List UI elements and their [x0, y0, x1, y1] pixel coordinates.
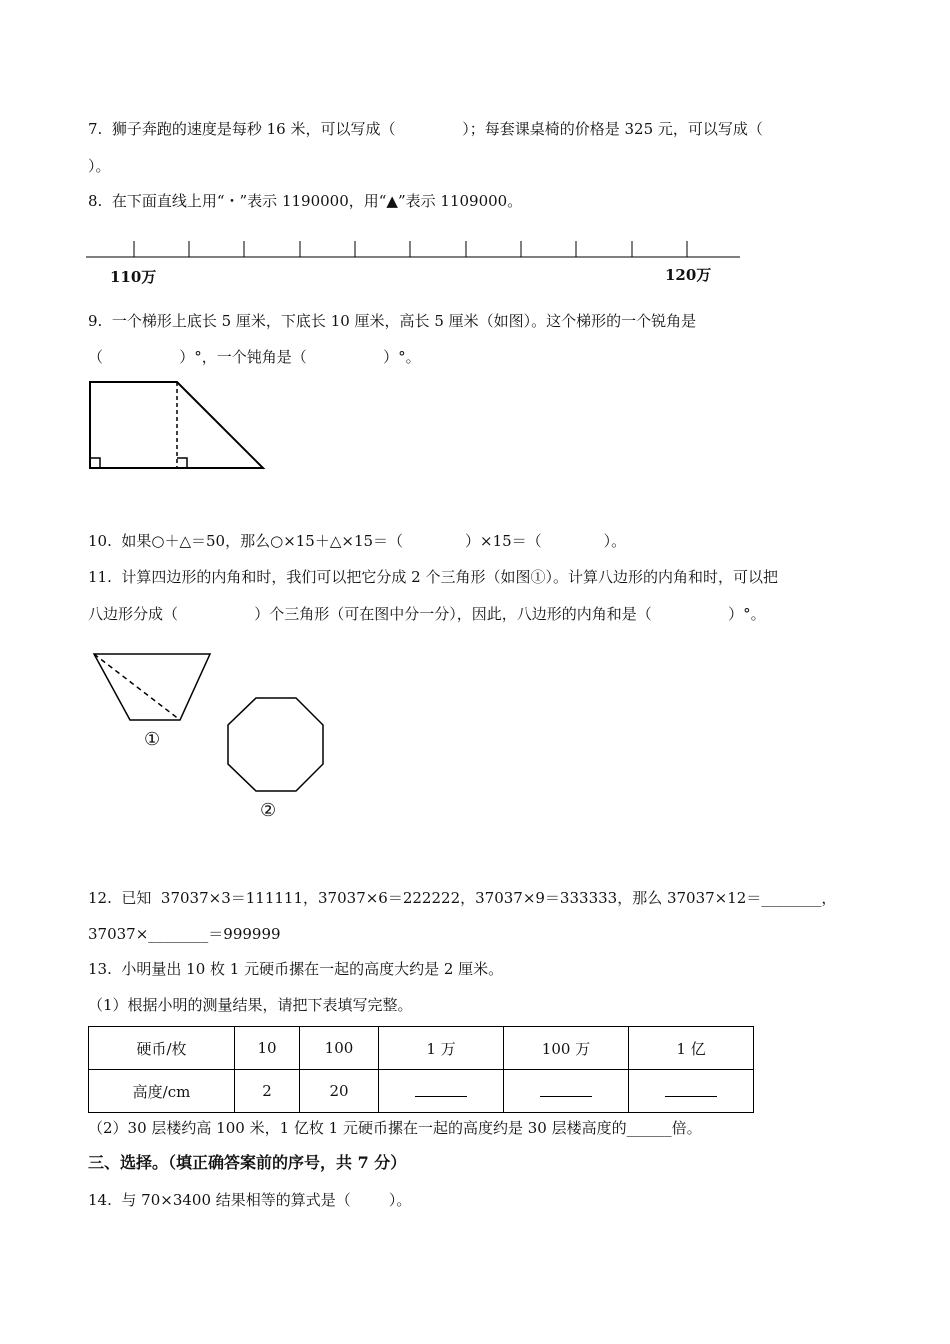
coin-height-table [88, 1026, 754, 1113]
table-cell-blank[interactable] [629, 1070, 754, 1113]
table-row [89, 1070, 754, 1113]
table-header-cell: 1 万 [379, 1027, 504, 1070]
q11-line1: 11. 计算四边形的内角和时，我们可以把它分成 2 个三角形（如图①）。计算八边形的内角和时，可以把 [88, 568, 778, 586]
q9-line1: 9. 一个梯形上底长 5 厘米，下底长 10 厘米，高长 5 厘米（如图）。这个梯形的一个锐角是 [88, 312, 697, 330]
figure2-label: ② [260, 800, 277, 821]
q12-line2: 37037×________＝999999 [88, 925, 281, 943]
table-header-cell: 100 万 [504, 1027, 629, 1070]
q9-line2: （ ）°，一个钝角是（ ）°。 [88, 348, 421, 366]
quadrilateral-figure [88, 648, 218, 728]
q14-text: 14. 与 70×3400 结果相等的算式是（ ）。 [88, 1191, 412, 1209]
q7-line2: ）。 [88, 157, 111, 175]
answer-blank[interactable] [665, 1082, 717, 1097]
section3-title: 三、选择。（填正确答案前的序号，共 7 分） [88, 1153, 407, 1172]
q13-sub2: （2）30 层楼约高 100 米，1 亿枚 1 元硬币摞在一起的高度约是 30 层楼高度的______倍。 [88, 1119, 702, 1137]
table-row [89, 1027, 754, 1070]
q10-text: 10. 如果○＋△＝50，那么○×15＋△×15＝（ ）×15＝（ ）。 [88, 532, 627, 550]
number-line-label-right: 120万 [665, 266, 712, 284]
answer-blank[interactable] [415, 1082, 467, 1097]
table-cell: 20 [300, 1070, 379, 1113]
table-cell-blank[interactable] [379, 1070, 504, 1113]
trapezoid-figure [80, 372, 280, 482]
table-header-cell: 1 亿 [629, 1027, 754, 1070]
table-row-label: 高度/cm [89, 1070, 235, 1113]
table-cell-blank[interactable] [504, 1070, 629, 1113]
number-line-label-left: 110万 [110, 268, 157, 286]
q11-line2: 八边形分成（ ）个三角形（可在图中分一分），因此，八边形的内角和是（ ）°。 [88, 605, 766, 623]
table-header-cell: 硬币/枚 [89, 1027, 235, 1070]
q13-text: 13. 小明量出 10 枚 1 元硬币摞在一起的高度大约是 2 厘米。 [88, 960, 504, 978]
q12-line1: 12. 已知 37037×3＝111111，37037×6＝222222，37037×9＝333333，那么 37037×12＝________， [88, 889, 837, 907]
number-line [0, 236, 950, 266]
q8-text: 8. 在下面直线上用“・”表示 1190000，用“▲”表示 1109000。 [88, 192, 523, 210]
q13-sub1: （1）根据小明的测量结果，请把下表填写完整。 [88, 996, 413, 1014]
q7-line1: 7. 狮子奔跑的速度是每秒 16 米，可以写成（ ）；每套课桌椅的价格是 325 元，可以写成（ [88, 120, 763, 138]
octagon-figure [222, 692, 330, 794]
figure1-label: ① [144, 729, 161, 750]
table-header-cell: 100 [300, 1027, 379, 1070]
table-header-cell: 10 [235, 1027, 300, 1070]
table-cell: 2 [235, 1070, 300, 1113]
answer-blank[interactable] [540, 1082, 592, 1097]
